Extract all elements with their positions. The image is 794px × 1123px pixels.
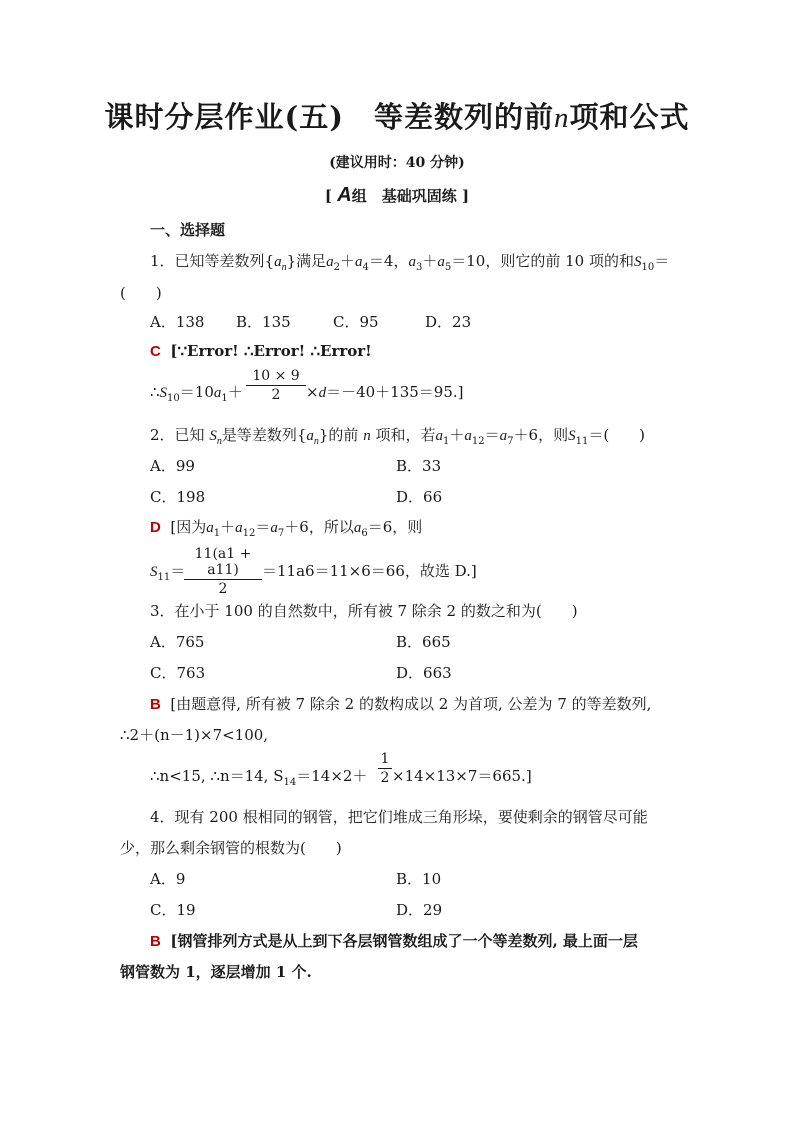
q3-fraction [378, 751, 392, 786]
page-title [0, 95, 794, 136]
q4-stem-line1: 4．现有 200 根相同的钢管，把它们堆成三角形垛，要使剩余的钢管尽可能 [150, 808, 648, 826]
q2-explain-s11: $S_{11}=$ [150, 562, 186, 583]
q3-option-d: D．663 [396, 664, 452, 682]
q1-option-a: A．138 [150, 313, 205, 331]
q2-stem: 2．已知 $S_n$是等差数列$\{a_n\}$的前 n 项和，若$a_1+a_{12}=a_7+6$，则$S_{11}=$( ) [150, 426, 646, 447]
q3-explain-line3-b: ×14×13×7＝665.] [392, 767, 532, 785]
q2-option-b: B．33 [396, 457, 442, 475]
q2-fraction [184, 546, 262, 597]
q3-answer-letter: B [150, 696, 161, 713]
q2-option-d: D．66 [396, 488, 443, 506]
q3-fraction-den: 2 [380, 770, 390, 786]
title-prefix: 课时分层作业(五) [104, 100, 344, 134]
q2-option-a: A．99 [150, 457, 195, 475]
q3-stem: 3．在小于 100 的自然数中，所有被 7 除余 2 的数之和为( ) [150, 602, 578, 620]
q4-explain-line1: [钢管排列方式是从上到下各层钢管数组成了一个等差数列, 最上面一层 [170, 932, 638, 950]
section-heading: 一、选择题 [150, 221, 226, 239]
q2-fraction-num: 11(a1 + a11) [184, 546, 262, 580]
q2-answer: D [因为$a_1+a_{12}=a_7+6$，所以$a_6=6$，则 [150, 518, 423, 539]
q2-answer-letter: D [150, 519, 161, 536]
q3-explain-line2: ∴2＋(n－1)×7<100, [120, 726, 269, 744]
q4-option-d: D．29 [396, 901, 443, 919]
title-variable: n [553, 102, 570, 134]
q1-explain-line2: $\therefore S_{10}=10a_1+$ [150, 383, 243, 404]
q1-answer [150, 342, 372, 360]
q4-option-b: B．10 [396, 870, 442, 888]
bracket-open: [ [324, 187, 333, 205]
q2-fraction-den: 2 [218, 581, 228, 597]
q1-stem: 1．已知等差数列$\{a_n\}$满足$a_2+a_4=4$，$a_3+a_5=10$，则它的前 10 项的和$S_{10}=$ [150, 252, 670, 273]
q2-option-c: C．198 [150, 488, 206, 506]
q4-explain-line2: 钢管数为 1，逐层增加 1 个. [120, 963, 312, 981]
q4-option-a: A．9 [150, 870, 186, 888]
q3-fraction-num: 1 [378, 751, 392, 769]
q1-paren: ( ) [120, 284, 162, 302]
q1-option-c: C．95 [333, 313, 379, 331]
time-suggestion: (建议用时：40 分钟) [329, 155, 465, 171]
q3-option-c: C．763 [150, 664, 206, 682]
bracket-close: ] [461, 187, 470, 205]
q1-option-d: D．23 [425, 313, 472, 331]
q1-fraction-num: 10 × 9 [246, 368, 306, 386]
q1-option-b: B．135 [236, 313, 291, 331]
q4-answer-letter: B [150, 933, 161, 950]
q4-stem-line2: 少，那么剩余钢管的根数为( ) [120, 839, 342, 857]
q3-explain-line3-a: ∴n<15, ∴n＝14, $S_{14}=14\times 2+$ [150, 767, 368, 788]
q1-fraction [246, 368, 306, 403]
q3-option-b: B．665 [396, 633, 451, 651]
q3-explain-line1: [由题意得, 所有被 7 除余 2 的数构成以 2 为首项, 公差为 7 的等差数列, [170, 695, 652, 713]
title-suffix: 项和公式 [569, 100, 690, 134]
q3-answer [150, 693, 651, 714]
q1-explain-line2-end: ×d＝－40＋135＝95.] [306, 383, 464, 401]
group-label: 组 基础巩固练 [351, 187, 457, 205]
q1-answer-letter: C [150, 343, 161, 360]
group-letter: A [337, 184, 352, 206]
q2-explain-line2: ＝11a6＝11×6＝66，故选 D.] [262, 562, 477, 580]
q4-option-c: C．19 [150, 901, 196, 919]
q1-fraction-den: 2 [271, 387, 281, 403]
title-main: 等差数列的前 [373, 100, 554, 134]
group-heading [0, 184, 794, 207]
q4-answer [150, 930, 638, 951]
q1-explain-line1: [∵Error! ∴Error! ∴Error! [170, 342, 372, 360]
q3-option-a: A．765 [150, 633, 205, 651]
